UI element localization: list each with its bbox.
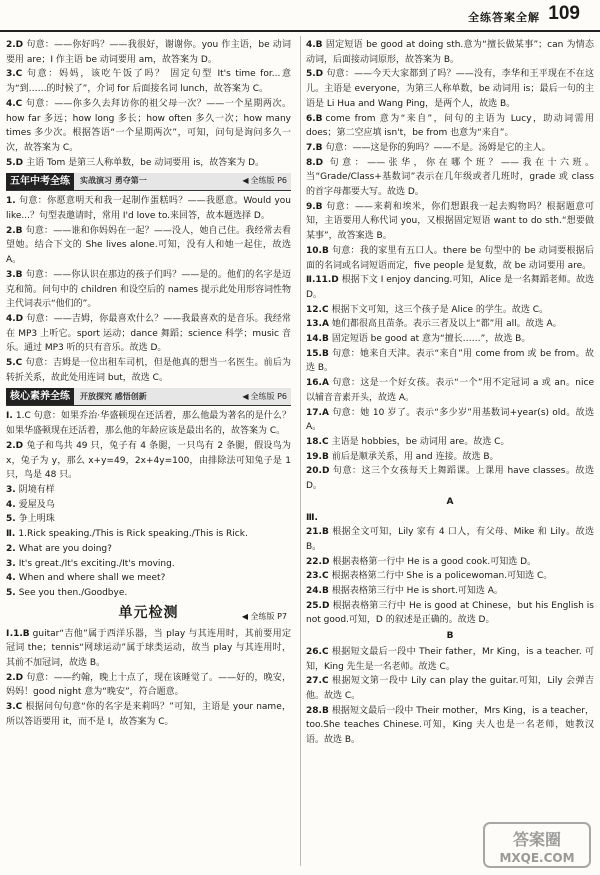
section-title: 五年中考全练 (6, 173, 74, 190)
answer-label: 4.D (6, 313, 24, 324)
passage-label: A (446, 496, 454, 507)
answer-item (6, 194, 291, 223)
answer-text: 兔子和鸟共 49 只，兔子有 4 条腿，一只鸟有 2 条腿，假设鸟为 x，兔子为 y，那么 x+y=49，2x+4y=100，由排除法可知兔子是 1 只，鸟是 48 只。 (6, 440, 291, 481)
answer-label: 5. (6, 587, 16, 598)
answer-label: 18.C (306, 436, 329, 447)
section-reference (242, 390, 291, 405)
answer-item (306, 67, 594, 111)
answer-text: 前后是顺承关系，用 and 连接。故选 B。 (331, 451, 499, 462)
answer-label: 6.B (306, 113, 323, 124)
section-subtitle: 开放探究 感悟创新 (80, 391, 147, 401)
answer-text: 句意：——你认识在那边的孩子们吗？——是的。他们的名字是迈克和简。问句中的 children 和设空后的 names 提示此处用形容词性物主代词表示“他们的”。 (6, 269, 291, 310)
answer-text: 固定短语 be good at 意为“擅长……”，故选 B。 (331, 334, 531, 345)
section-banner (6, 173, 291, 191)
answer-label: Ⅲ. (306, 512, 318, 523)
answer-item (306, 273, 594, 302)
answer-item (6, 671, 291, 700)
answer-text: 根据下文可知，这三个孩子是 Alice 的学生。故选 C。 (331, 304, 549, 315)
answer-text: What are you doing? (18, 543, 112, 554)
page-number: 109 (548, 3, 580, 24)
answer-item (6, 498, 291, 513)
answer-item (6, 439, 291, 483)
answer-text: 句意：妈妈，该吃午饭了吗？ 固定句型 It's time for...意为“到……的时候了”，介词 for 后面接名词 lunch，故答案为 C。 (6, 69, 291, 95)
header-rule (0, 30, 600, 32)
right-column (306, 38, 594, 748)
answer-label: 16.A (306, 378, 329, 389)
answer-label: 3.B (6, 269, 23, 280)
answer-item (6, 557, 291, 572)
answer-text: 句意：——你多久去拜访你的祖父母一次？——一个星期两次。how far 多远；how long 多长；how often 多久一次；how many times 多少次。根据答语“一个星期两次”，可知，问句是询问多久一次，故答案为 C。 (6, 98, 291, 153)
answer-item (306, 674, 594, 703)
answer-item (306, 376, 594, 405)
answer-label: 2. (6, 543, 16, 554)
answer-label: 12.C (306, 304, 329, 315)
answer-item (306, 645, 594, 674)
answer-text: 句意：——吉姆，你最喜欢什么？——我最喜欢的是音乐。我经常在 MP3 上听它。sport 运动；dance 舞蹈；science 科学；music 音乐。通过 MP3 听的只有音乐。故选 D。 (6, 313, 291, 354)
reference-text: 全练版 P6 (250, 176, 287, 186)
answer-label: 4. (6, 573, 16, 584)
answer-label: 15.B (306, 348, 329, 359)
page-header (0, 0, 600, 30)
answer-label: 14.B (306, 334, 329, 345)
answer-item (306, 511, 594, 526)
answer-item (306, 347, 594, 376)
answer-label: 2.D (6, 40, 24, 50)
answer-item (6, 627, 291, 671)
left-column (6, 38, 291, 730)
answer-item (6, 700, 291, 729)
answer-text: 主语是 hobbies，be 动词用 are。故选 C。 (331, 436, 510, 447)
answer-item (6, 409, 291, 438)
answer-text: 阴境有样 (18, 484, 55, 495)
answer-label: 17.A (306, 407, 329, 418)
answer-text: 根据下文 I enjoy dancing.可知，Alice 是一名舞蹈老师。故选 D。 (306, 275, 594, 300)
unit-reference (242, 610, 287, 625)
answer-label: 3.C (6, 69, 23, 80)
answer-item (306, 156, 594, 200)
answer-label: 26.C (306, 646, 329, 657)
reference-text: 全练版 P6 (250, 391, 287, 401)
arrow-icon: ◀ (242, 176, 249, 186)
answer-item (306, 141, 594, 156)
answer-label: Ⅱ.11.D (306, 275, 339, 286)
answer-label: 2.D (6, 440, 24, 451)
answer-item (306, 38, 594, 67)
section-title: 核心素养全练 (6, 388, 74, 405)
answer-item (306, 704, 594, 748)
answer-label: 3.C (6, 702, 23, 713)
answer-text: 根据表格第二行中 She is a policewoman.可知选 C。 (331, 571, 553, 582)
answer-label: 21.B (306, 527, 329, 538)
answer-label: 13.A (306, 319, 329, 330)
unit-title: 单元检测 (118, 605, 179, 622)
answer-label: 8.D (306, 157, 324, 168)
answer-item (6, 156, 291, 171)
passage-label: B (446, 631, 454, 642)
answer-label: 27.C (306, 676, 329, 687)
answer-label: Ⅰ. (6, 411, 13, 422)
answer-text: 句意：——约翰，晚上十点了，现在该睡觉了。——好的，晚安，妈妈！good night 意为“晚安”，符合题意。 (6, 672, 291, 698)
answer-label: Ⅰ.1.B (6, 628, 30, 639)
answer-item (306, 112, 594, 141)
section-reference (242, 174, 291, 189)
answer-label: 28.B (306, 705, 329, 716)
answer-text: 根据短文第一段中 Lily can play the guitar.可知，Lily 会弹吉他。故选 C。 (306, 676, 594, 701)
answer-item (306, 244, 594, 273)
answer-label: 1. (6, 196, 16, 207)
answer-item (306, 317, 594, 332)
answer-label: 23.C (306, 571, 329, 582)
answer-text: 句意：你愿意明天和我一起制作蛋糕吗？——我愿意。Would you like...？句型表邀请时，常用 I'd love to.来回答，故本题选择 D。 (6, 196, 291, 222)
answer-text: 句意：我的家里有五口人。there be 句型中的 be 动词要根据后面的名词或名词短语而定，five people 是复数，故 be 动词要用 are。 (306, 245, 594, 271)
answer-text: It's great./It's exciting./It's moving. (18, 558, 175, 569)
answer-item (306, 450, 594, 465)
answer-label: 20.D (306, 466, 330, 477)
answer-item (306, 599, 594, 628)
header-title: 全练答案全解 (468, 11, 540, 24)
answer-label: 9.B (306, 201, 323, 212)
answer-item (6, 512, 291, 527)
section-banner (6, 388, 291, 406)
answer-label: 5. (6, 514, 16, 525)
answer-text: 她们都很高且苗条。表示三者及以上“都”用 all。故选 A。 (331, 319, 562, 330)
answer-item (6, 312, 291, 356)
reference-text: 全练版 P7 (250, 611, 287, 621)
answer-text: 句意：她来自天津。表示“来自”用 come from 或 be from。故选 B。 (306, 348, 594, 374)
answer-text: 爱屋及乌 (18, 499, 55, 510)
answer-label: 2.D (6, 672, 24, 683)
answer-text: guitar“吉他”属于西洋乐器，当 play 与其连用时，其前要用定冠词 the；tennis“网球运动”属于球类运动，故当 play 与其连用时，其前不加冠词，故选 B。 (6, 628, 292, 669)
answer-item (6, 571, 291, 586)
answer-item (306, 584, 594, 599)
answer-item (6, 268, 291, 312)
answer-item (6, 483, 291, 498)
column-divider (300, 36, 301, 866)
answer-item (306, 332, 594, 347)
answer-text: 根据表格第三行中 He is short.可知选 A。 (331, 586, 503, 597)
answer-text: 根据全文可知，Lily 家有 4 口人，有父母、Mike 和 Lily。故选 B。 (306, 527, 594, 552)
answer-label: 5.D (6, 157, 24, 168)
answer-label: 22.D (306, 556, 330, 567)
answer-text: 句意：这三个女孩每天上舞蹈课。上课用 have classes。故选 D。 (306, 466, 594, 492)
answer-item (306, 406, 594, 435)
answer-text: 根据表格第一行中 He is a good cook.可知选 D。 (332, 556, 536, 567)
answer-item (6, 586, 291, 601)
answer-item (306, 435, 594, 450)
answer-label: 5.D (306, 69, 324, 80)
answer-text: 根据短文最后一段中 Their mother，Mrs King，is a teacher，too.She teaches Chinese.可知，King 夫人也是一名老师，她教汉语。故选 B。 (306, 705, 594, 746)
answer-item (306, 200, 594, 244)
answer-text: 1.C 句意：如果乔治·华盛顿现在还活着，那么他最为著名的是什么？如果华盛顿现在还活着，那么他的年龄应该是最出名的，故答案为 C。 (6, 411, 291, 437)
watermark-line1: 答案圈 (512, 830, 562, 849)
answer-text: 争上明珠 (18, 514, 55, 525)
arrow-icon: ◀ (242, 391, 249, 401)
answer-label: 4. (6, 499, 16, 510)
answer-label: 2.B (6, 225, 23, 236)
answer-text: 根据短文最后一段中 Their father，Mr King，is a teacher. 可知，King 先生是一名老师。故选 C。 (306, 646, 594, 672)
answer-text: When and where shall we meet? (18, 573, 166, 584)
answer-item (306, 569, 594, 584)
answer-text: 句意：——这是你的狗吗？——不是。汤姆是它的主人。 (325, 142, 551, 153)
answer-item (6, 542, 291, 557)
unit-test-heading (6, 604, 291, 624)
answer-label: 4.C (6, 98, 23, 109)
answer-label: Ⅱ. (6, 529, 16, 540)
answer-text: 根据表格第三行中 He is good at Chinese，but his English is not good.可知，D 的叙述是正确的。故选 D。 (306, 600, 594, 626)
answer-text: 1.Rick speaking./This is Rick speaking./This is Rick. (18, 529, 248, 540)
answer-label: 3. (6, 558, 16, 569)
answer-text: 句意：——你好吗？——我很好，谢谢你。you 作主语，be 动词要用 are；I 作主语 be 动词要用 am，故答案为 D。 (6, 40, 291, 65)
answer-item (6, 97, 291, 156)
answer-text: 句意：——张华，你在哪个班？——我在十六班。当“Grade/Class+基数词”表示在几年级或者几班时，grade 或 class 的首字母都要大写。故选 D。 (306, 157, 594, 198)
answer-text: 句意：——谁和你妈妈在一起？——没人，她自己住。我经常去看望她。结合下文的 She lives alone.可知，没有人和她一起住，故选 A。 (6, 225, 291, 266)
answer-label: 25.D (306, 600, 330, 611)
answer-label: 19.B (306, 451, 329, 462)
answer-label: 7.B (306, 142, 323, 153)
answer-text: See you then./Goodbye. (18, 587, 128, 598)
answer-label: 10.B (306, 245, 329, 256)
answer-text: 句意：吉姆是一位出租车司机，但是他真的想当一名医生。前后为转折关系，故此处用连词 but，故选 C。 (6, 358, 291, 383)
answer-item (6, 67, 291, 96)
arrow-icon: ◀ (241, 611, 251, 621)
answer-item (306, 464, 594, 493)
answer-text: come from 意为“来自”，问句的主语为 Lucy，助动词需用 does；第二空应填 isn't，be from 也意为“来自”。 (306, 113, 594, 139)
section-subtitle: 实战演习 勇夺第一 (80, 176, 147, 186)
answer-text: 句意：——今天大家都到了吗？——没有，李华和王平现在不在这儿。主语是 everyone，为第三人称单数，be 动词用 is；最后一句的主语是 Li Hua and Wang Ping，是两个人，故选 B。 (306, 69, 594, 109)
answer-text: 句意：——来莉和埃米，你们想跟我一起去购物吗？根据题意可知，主语要用人称代词 you，又根据固定短语 want to do sth.“想要做某事”，故答案选 B。 (306, 201, 594, 242)
answer-label: 3. (6, 484, 16, 495)
answer-item (6, 224, 291, 268)
answer-item (6, 527, 291, 542)
answer-item (306, 303, 594, 318)
watermark-line2: MXQE.COM (499, 851, 575, 865)
answer-text: 句意：她 10 岁了。表示“多少岁”用基数词+year(s) old。故选 A。 (306, 407, 594, 433)
answer-label: 4.B (306, 40, 323, 50)
answer-text: 固定短语 be good at doing sth.意为“擅长做某事”；can 为情态动词，后面接动词原形，故答案为 B。 (306, 40, 594, 65)
answer-item (6, 356, 291, 385)
answer-text: 主语 Tom 是第三人称单数，be 动词要用 is，故答案为 D。 (26, 157, 265, 168)
answer-item (306, 525, 594, 554)
answer-label: 24.B (306, 586, 329, 597)
answer-item (306, 555, 594, 570)
answer-text: 句意：这是一个好女孩。表示“一个”用不定冠词 a 或 an。nice 以辅音音素开头，故选 A。 (306, 378, 594, 403)
answer-item (6, 38, 291, 67)
answer-label: 5.C (6, 358, 23, 369)
answer-text: 根据问句句意“你的名字是来莉吗？”可知，主语是 your name，所以答语要用 it，而不是 I，故答案为 C。 (6, 702, 291, 727)
watermark-logo (482, 821, 592, 869)
